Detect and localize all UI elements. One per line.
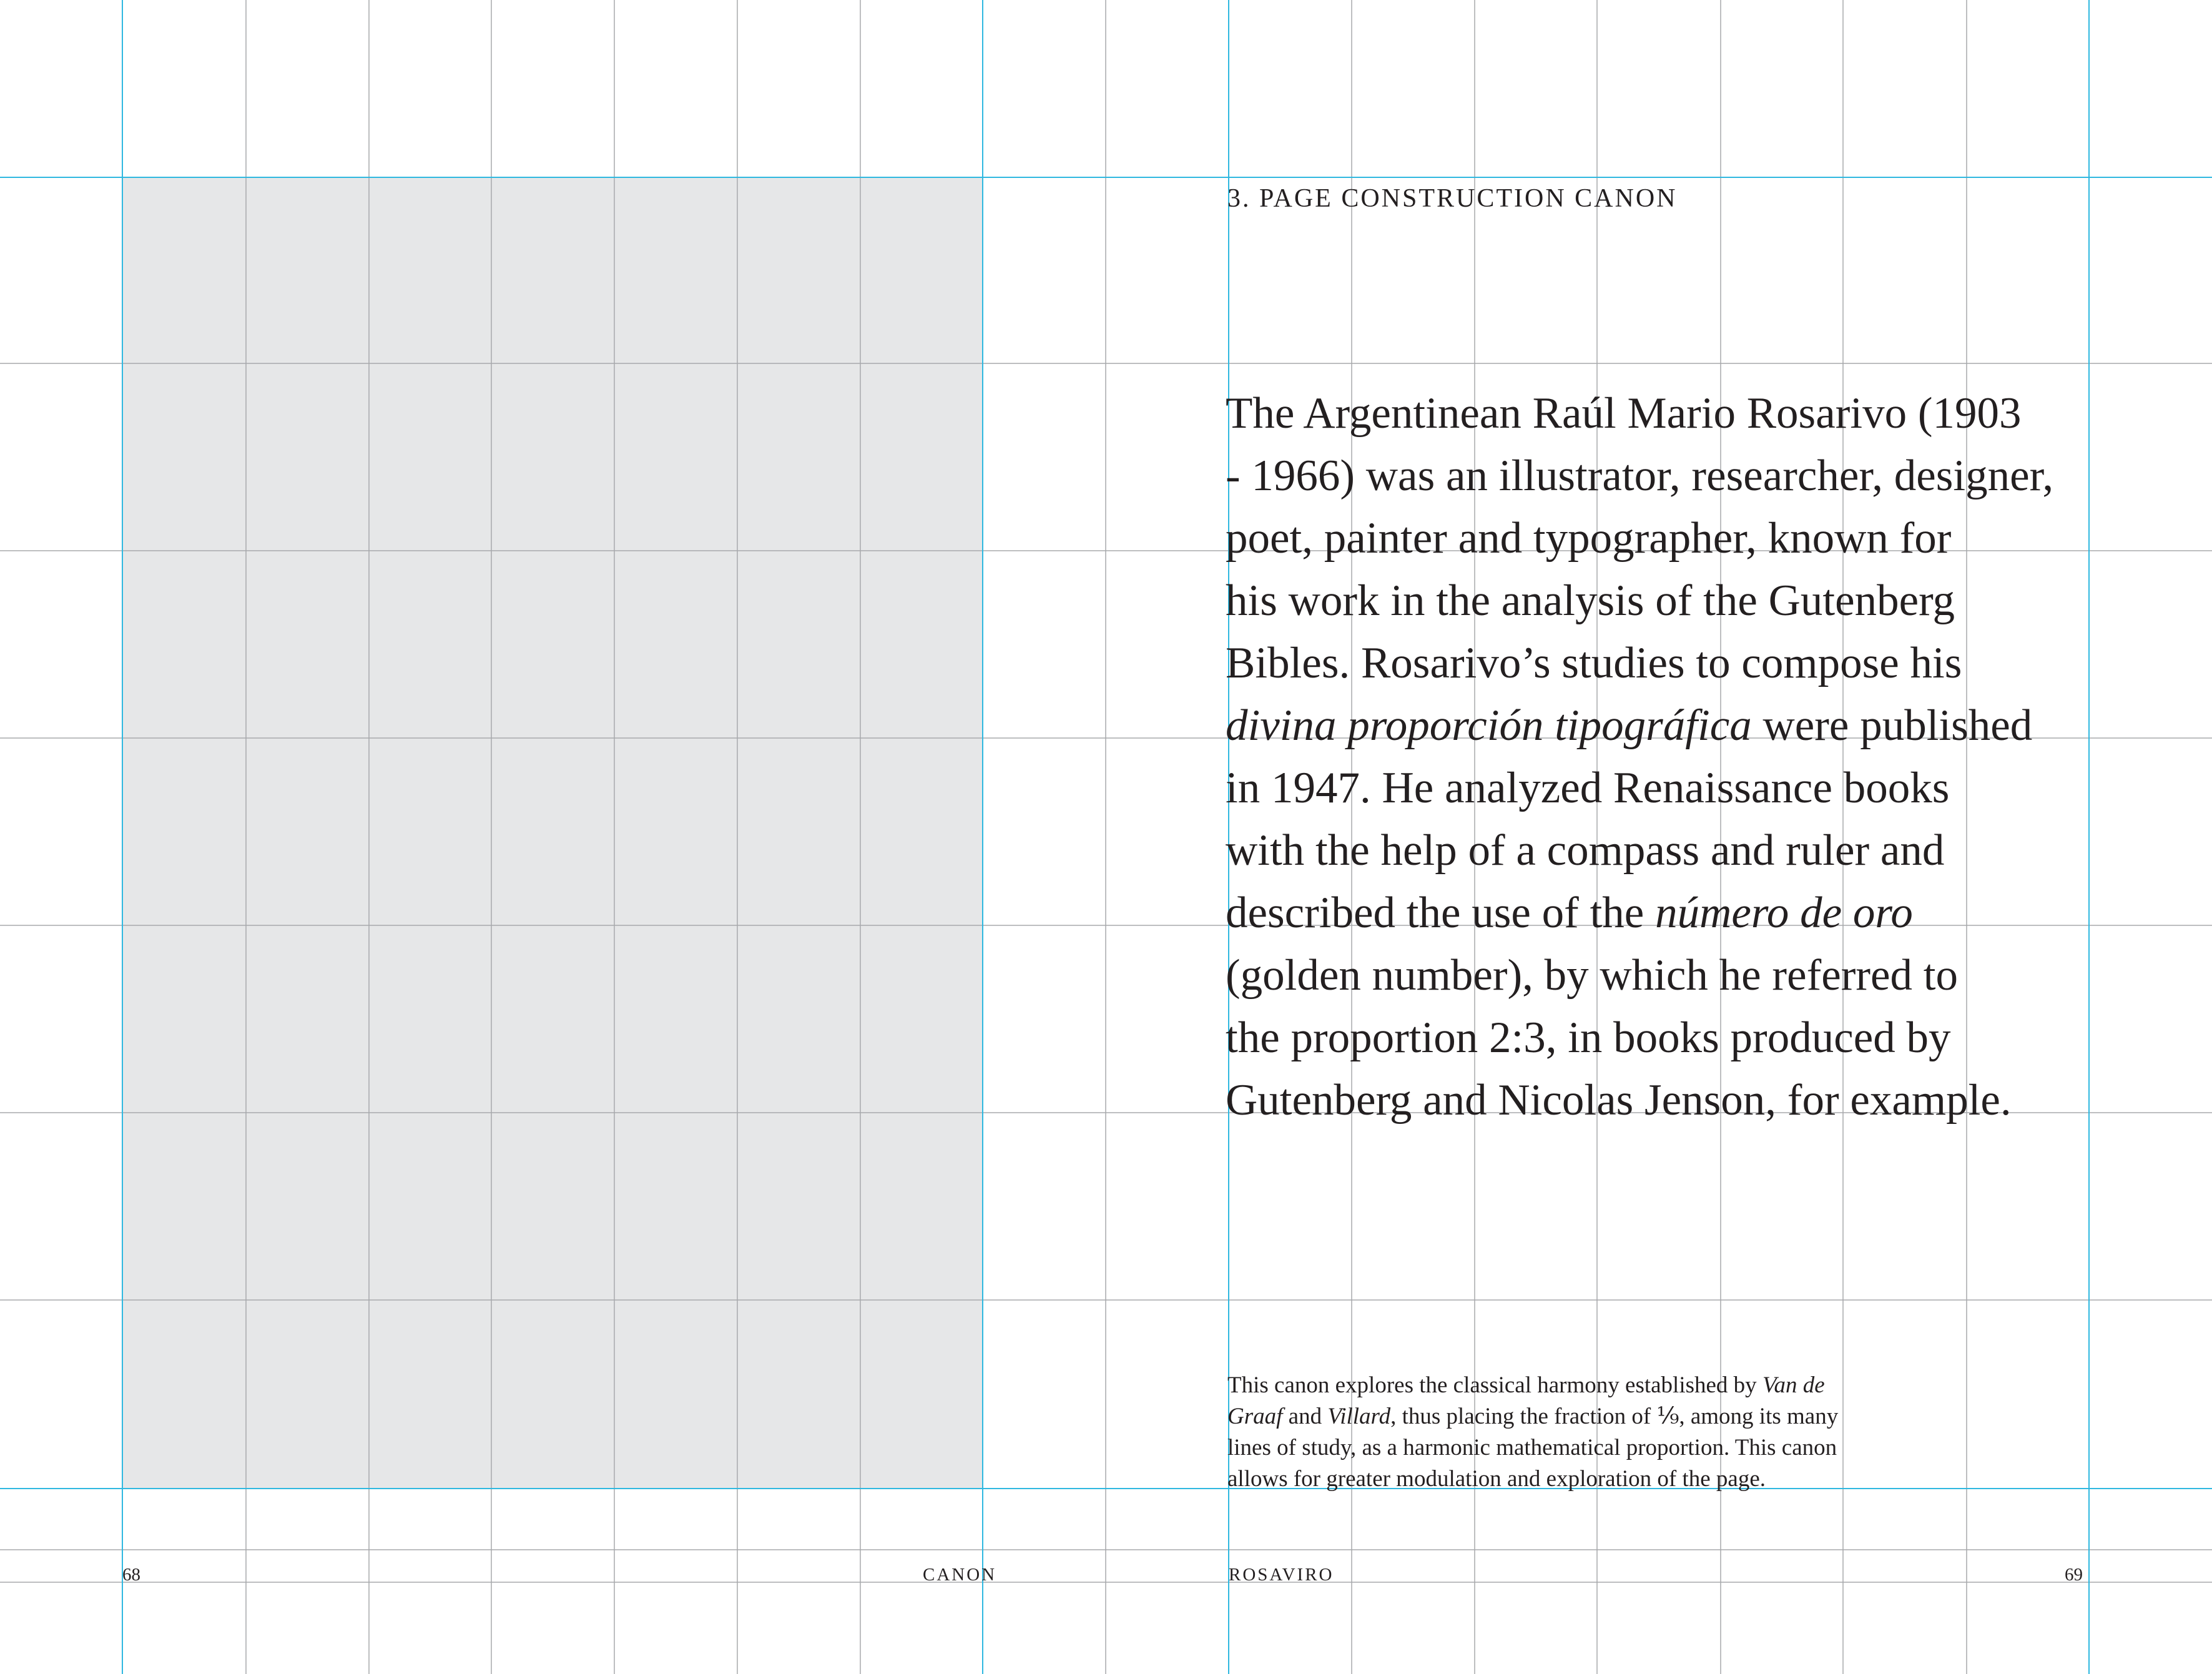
- body-line: [1226, 694, 2053, 757]
- section-heading: 3. PAGE CONSTRUCTION CANON: [1227, 184, 1678, 213]
- note-line: allows for greater modulation and exploration of the page.: [1227, 1466, 1766, 1492]
- page-number-right: 69: [2065, 1565, 2083, 1585]
- body-line: with the help of a compass and ruler and: [1226, 826, 1945, 875]
- body-line: poet, painter and typographer, known for: [1226, 514, 1952, 563]
- body-text: [1226, 382, 2053, 1131]
- note-line: [1227, 1401, 1838, 1432]
- body-line: [1226, 882, 2053, 944]
- note-text-run: and: [1282, 1404, 1328, 1429]
- body-line: in 1947. He analyzed Renaissance books: [1226, 764, 1950, 812]
- note-line: lines of study, as a harmonic mathematical proportion. This canon: [1227, 1435, 1837, 1460]
- body-line: - 1966) was an illustrator, researcher, designer,: [1226, 451, 2054, 500]
- note-text-run: This canon explores the classical harmony established by: [1227, 1372, 1762, 1398]
- italic-name: Graaf: [1227, 1404, 1283, 1429]
- italic-name: Van de: [1762, 1372, 1825, 1398]
- running-head-left: CANON: [923, 1565, 997, 1585]
- caption-note: [1227, 1370, 1838, 1495]
- body-text-run: described the use of the: [1226, 889, 1656, 937]
- italic-term: número de oro: [1655, 889, 1913, 937]
- body-line: the proportion 2:3, in books produced by: [1226, 1013, 1951, 1062]
- running-head-right: ROSAVIRO: [1229, 1565, 1334, 1585]
- italic-name: Villard: [1327, 1404, 1391, 1429]
- note-text-run: , thus placing the fraction of ⅑, among its many: [1390, 1404, 1839, 1429]
- body-line: Bibles. Rosarivo’s studies to compose his: [1226, 639, 1962, 687]
- body-line: Gutenberg and Nicolas Jenson, for example.: [1226, 1076, 2012, 1125]
- page-number-left: 68: [122, 1565, 140, 1585]
- note-line: [1227, 1370, 1838, 1401]
- body-text-run: were published: [1751, 701, 2033, 750]
- body-line: The Argentinean Raúl Mario Rosarivo (1903: [1226, 389, 2022, 438]
- body-line: (golden number), by which he referred to: [1226, 951, 1959, 1000]
- image-placeholder: [122, 177, 983, 1489]
- italic-term: divina proporción tipográfica: [1226, 701, 1752, 750]
- body-line: his work in the analysis of the Gutenberg: [1226, 576, 1955, 625]
